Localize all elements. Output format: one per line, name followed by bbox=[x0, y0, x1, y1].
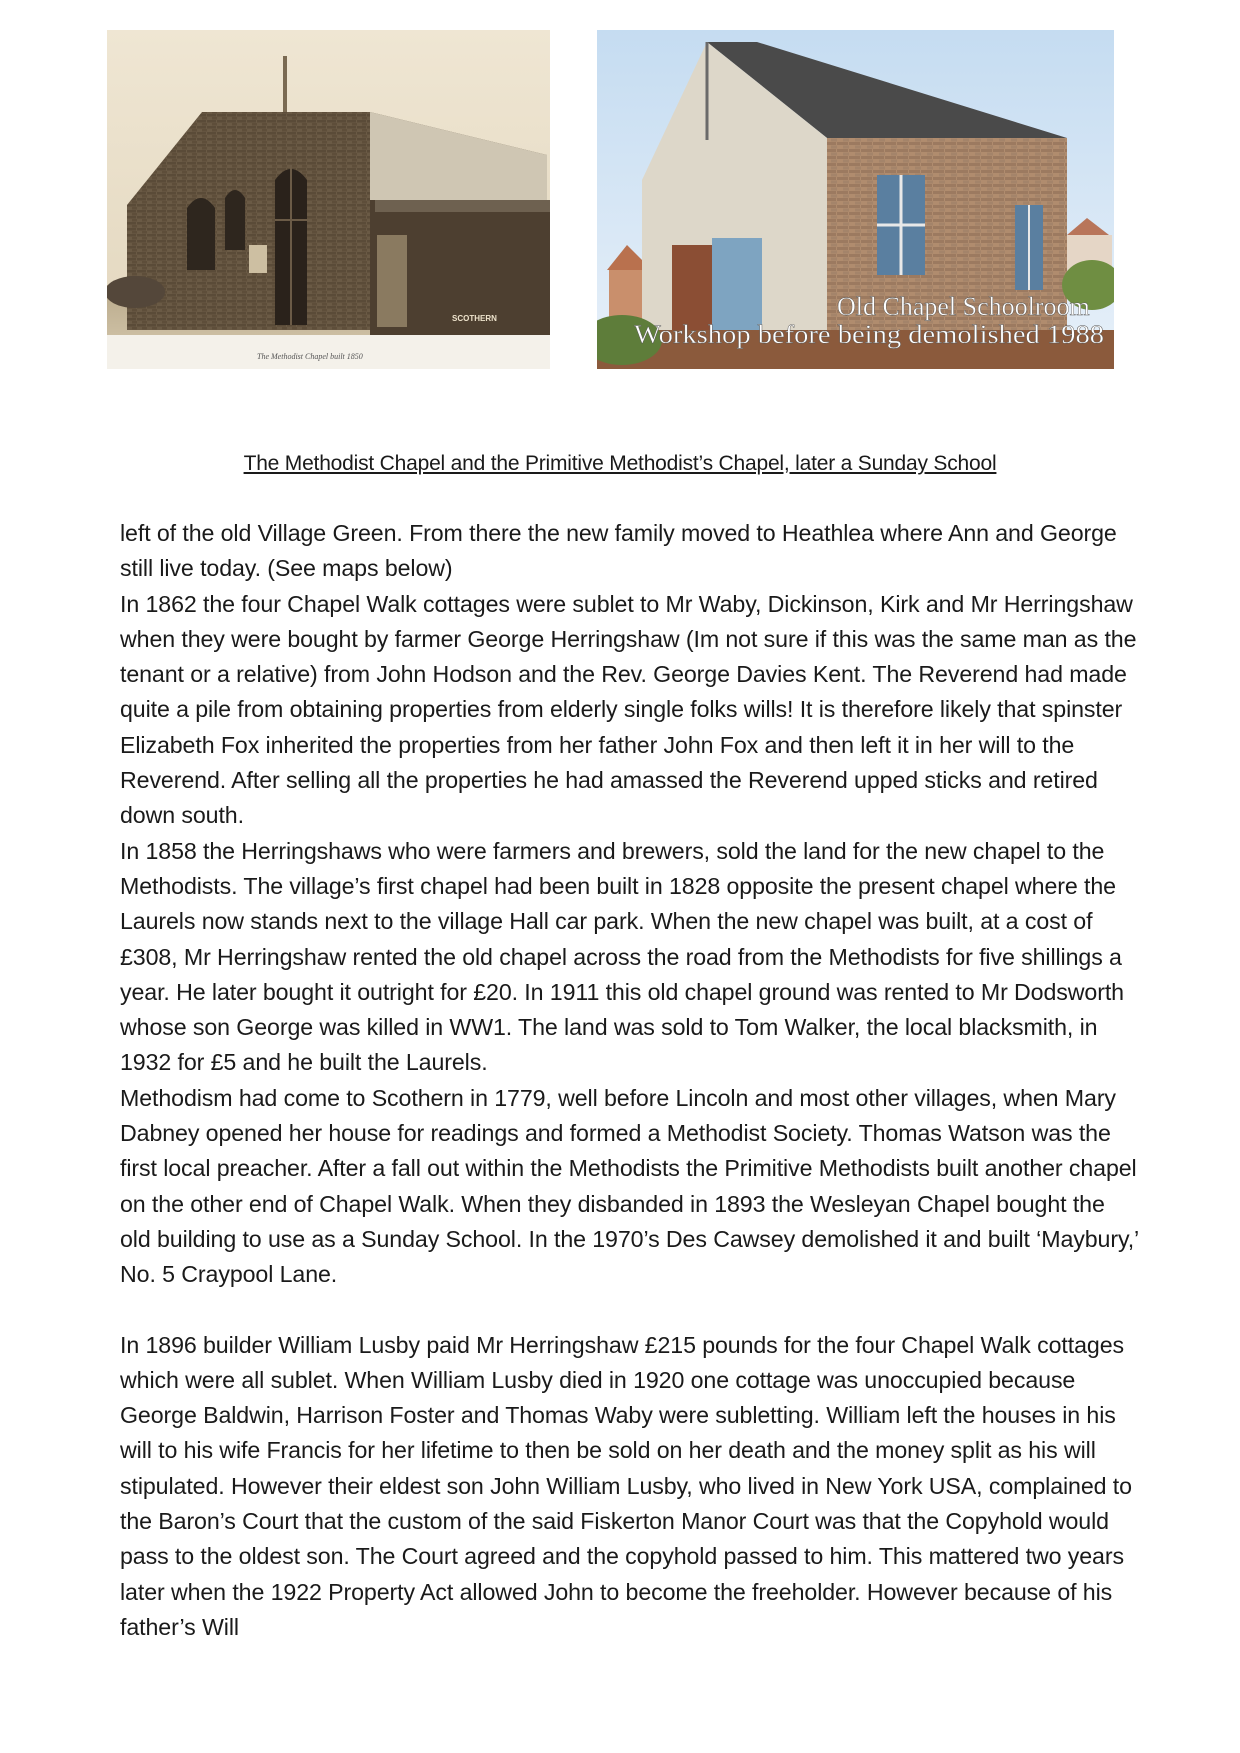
photo-caption: The Methodist Chapel and the Primitive Methodist’s Chapel, later a Sunday School bbox=[243, 452, 997, 475]
overlay-line-1: Old Chapel Schoolroom bbox=[837, 292, 1090, 321]
old-chapel-schoolroom-photo bbox=[597, 30, 1114, 369]
photo-handwritten-caption: The Methodist Chapel built 1850 bbox=[257, 352, 363, 361]
overlay-line-2: Workshop before being demolished 1988 bbox=[634, 320, 1104, 349]
paragraph-4: Methodism had come to Scothern in 1779, well before Lincoln and most other villages, when Mary Dabney opened her house for readings and formed a Methodist Society. Thomas Watson was the first local preacher. After a fall out within the Methodists the Primitive Methodists built another chapel on the other end of Chapel Walk. When they disbanded in 1893 the Wesleyan Chapel bought the old building to use as a Sunday School. In the 1970’s Des Cawsey demolished it and built ‘Maybury,’ No. 5 Craypool Lane. bbox=[120, 1084, 1139, 1288]
scothern-stamp: SCOTHERN bbox=[452, 314, 497, 323]
methodist-chapel-photo bbox=[107, 30, 550, 369]
paragraph-3: In 1858 the Herringshaws who were farmers and brewers, sold the land for the new chapel to the Methodists. The village’s first chapel had been built in 1828 opposite the present chapel where the Laurels now stands next to the village Hall car park. When the new chapel was built, at a cost of £308, Mr Herringshaw rented the old chapel across the road from the Methodists for five shillings a year. He later bought it outright for £20. In 1911 this old chapel ground was rented to Mr Dodsworth whose son George was killed in WW1. The land was sold to Tom Walker, the local blacksmith, in 1932 for £5 and he built the Laurels. bbox=[120, 837, 1124, 1076]
paragraph-2: In 1862 the four Chapel Walk cottages were sublet to Mr Waby, Dickinson, Kirk and Mr Herringshaw when they were bought by farmer George Herringshaw (Im not sure if this was the same man as the tenant or a relative) from John Hodson and the Rev. George Davies Kent. The Reverend had made quite a pile from obtaining properties from elderly single folks wills! It is therefore likely that spinster Elizabeth Fox inherited the properties from her father John Fox and then left it in her will to the Reverend. After selling all the properties he had amassed the Reverend upped sticks and retired down south. bbox=[120, 590, 1137, 829]
paragraph-spacer bbox=[120, 1293, 1140, 1328]
article-body bbox=[120, 516, 1140, 1645]
paragraph-5: In 1896 builder William Lusby paid Mr Herringshaw £215 pounds for the four Chapel Walk cottages which were all sublet. When William Lusby died in 1920 one cottage was unoccupied because George Baldwin, Harrison Foster and Thomas Waby were subletting. William left the houses in his will to his wife Francis for her lifetime to then be sold on her death and the money split as his will stipulated. However their eldest son John William Lusby, who lived in New York USA, complained to the Baron’s Court that the custom of the said Fiskerton Manor Court was that the Copyhold would pass to the oldest son. The Court agreed and the copyhold passed to him. This mattered two years later when the 1922 Property Act allowed John to become the freeholder. However because of his father’s Will bbox=[120, 1331, 1132, 1640]
paragraph-1: left of the old Village Green. From there the new family moved to Heathlea where Ann and George still live today. (See maps below) bbox=[120, 520, 1117, 582]
